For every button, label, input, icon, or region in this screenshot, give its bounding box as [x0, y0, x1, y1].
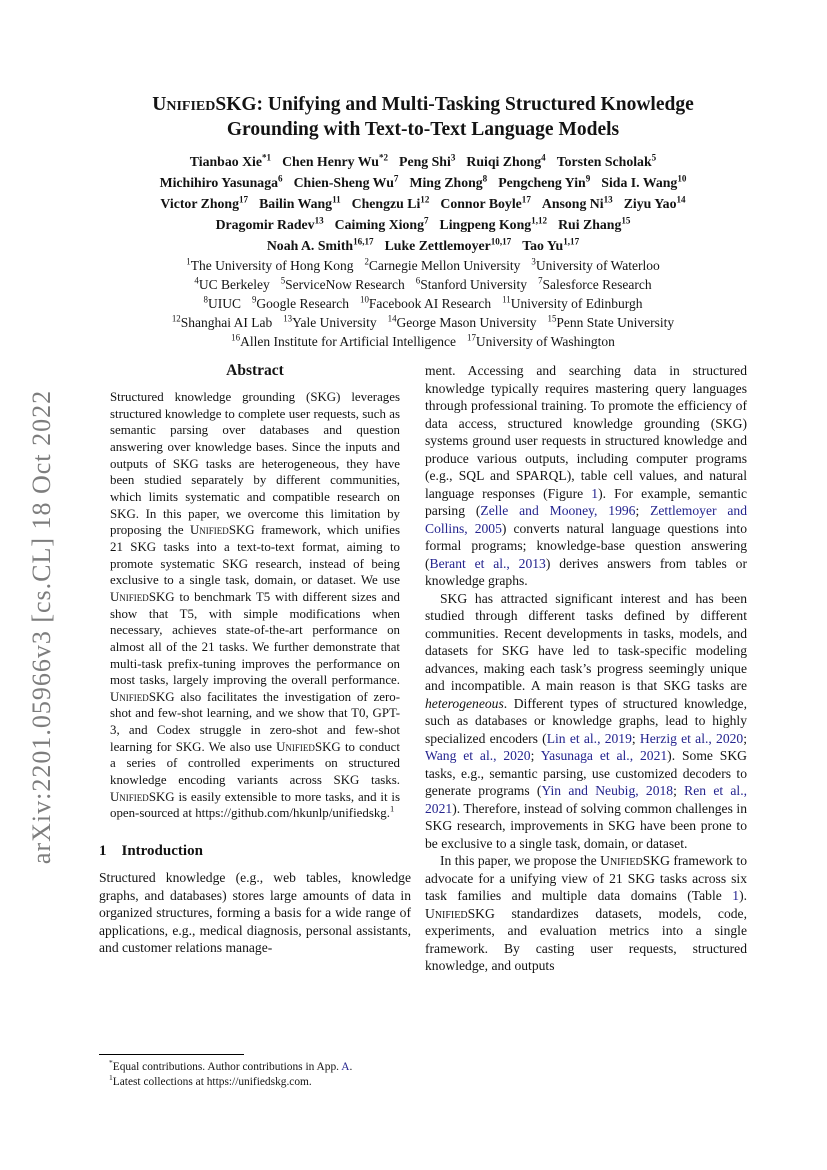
paper-title — [99, 92, 747, 142]
text-segment: SKG: Unifying and Multi-Tasking Structured Knowledge — [215, 94, 694, 115]
superscript: 7 — [393, 173, 399, 184]
paper-title-line1 — [99, 92, 747, 117]
text-segment: ). For example, semantic parsing ( — [425, 485, 748, 518]
superscript: 4 — [541, 152, 546, 163]
text-segment: Connor Boyle — [440, 196, 522, 211]
footnote-block — [99, 1054, 411, 1090]
text-segment: Allen Institute for Artificial Intelligence — [240, 334, 457, 349]
text-segment: ServiceNow Research — [285, 277, 405, 292]
text-segment: ; — [631, 730, 640, 746]
text-segment: Unified — [276, 739, 315, 754]
text-segment: . — [386, 806, 390, 821]
superscript: 1,17 — [563, 236, 580, 247]
superscript: 1,12 — [531, 215, 548, 226]
superscript: 6 — [415, 275, 421, 286]
url-link[interactable]: https://unifiedskg.com — [206, 1075, 309, 1088]
text-segment: Equal contributions. Author contributions in App. — [112, 1060, 342, 1073]
affiliation-line — [99, 256, 747, 275]
superscript: 9 — [585, 173, 591, 184]
text-segment: Unified — [152, 94, 216, 115]
citation-link[interactable]: Yin and Neubig, 2018 — [541, 783, 674, 798]
affiliation-line — [99, 294, 747, 313]
citation-link[interactable]: Ren et al., 2021 — [425, 783, 747, 816]
right-column — [425, 362, 747, 1090]
text-segment: Michihiro Yasunaga — [159, 175, 279, 190]
superscript: 1 — [109, 1073, 113, 1082]
text-segment: Pengcheng Yin — [498, 175, 586, 190]
affiliation-list — [99, 256, 747, 351]
text-segment: Ziyu Yao — [623, 196, 677, 211]
affiliation-line — [99, 332, 747, 351]
text-segment: Tianbao Xie — [189, 154, 262, 169]
superscript: 17 — [467, 332, 476, 343]
text-segment: Unified — [110, 689, 149, 704]
text-segment: Structured knowledge (e.g., web tables, knowledge graphs, and databases) stores large amounts of data in organized structures, forming a basis for a wide range of applications, e.g., medical diagnosis, personal assistants, and customer relations manage- — [99, 870, 411, 956]
text-segment: ). Some SKG tasks, e.g., semantic parsing, use customized decoders to generate programs ( — [425, 748, 747, 798]
superscript: 5 — [280, 275, 286, 286]
text-segment: Salesforce Research — [542, 277, 652, 292]
superscript: 17 — [521, 194, 531, 205]
text-segment: Ming Zhong — [409, 175, 483, 190]
text-segment: UIUC — [207, 296, 241, 311]
superscript: 7 — [538, 275, 543, 286]
text-segment: Caiming Xiong — [334, 217, 424, 232]
text-segment: Yale University — [292, 315, 377, 330]
author-line — [99, 214, 747, 235]
citation-link[interactable]: 1 — [732, 888, 740, 903]
abstract-heading: Abstract — [226, 362, 284, 379]
text-segment: University of Waterloo — [535, 258, 660, 273]
citation-link[interactable]: A — [341, 1060, 350, 1073]
text-segment: Unified — [425, 905, 468, 921]
text-segment: In this paper, we propose the — [440, 853, 601, 868]
superscript: 11 — [332, 194, 341, 205]
text-segment: Bailin Wang — [259, 196, 333, 211]
text-segment: Ruiqi Zhong — [466, 154, 542, 169]
superscript: 9 — [251, 294, 257, 305]
text-segment: SKG is easily extensible to more tasks, and it is open-sourced at — [110, 789, 400, 821]
text-segment: Lingpeng Kong — [439, 217, 532, 232]
author-line — [99, 172, 747, 193]
text-segment: ) converts natural language questions into formal programs; knowledge-base question answering ( — [425, 520, 747, 571]
superscript: 16 — [231, 332, 241, 343]
text-segment: Unified — [190, 523, 229, 538]
text-segment: SKG has attracted significant interest and has been studied through different tasks defined by different communities. Recent developments in tasks, models, and datasets for SKG have led to task-specific modeling advances, making each task’s progress seemingly unique and incompatible. A main reason is that SKG tasks are — [425, 590, 747, 693]
text-segment: SKG to benchmark T5 with different sizes and show that T5, with simple modifications when necessary, achieves state-of-the-art performance on almost all of the 21 tasks. We further demonstrate that multi-task prefix-tuning improves the performance on most tasks, largely improving the overall performance. — [110, 589, 400, 688]
text-segment: . Different types of structured knowledge, such as databases or knowledge graphs, lead to highly specialized encoders ( — [425, 695, 747, 746]
text-segment: heterogeneous — [425, 695, 504, 711]
superscript: 8 — [482, 173, 488, 184]
text-segment: Luke Zettlemoyer — [384, 238, 491, 253]
text-segment: ; — [530, 748, 541, 763]
text-segment: Noah A. Smith — [266, 238, 354, 253]
superscript: 10,17 — [490, 236, 512, 247]
superscript: 13 — [283, 313, 293, 324]
superscript: 11 — [502, 294, 511, 305]
arxiv-stamp: arXiv:2201.05966v3 [cs.CL] 18 Oct 2022 — [27, 389, 56, 865]
text-segment: . — [349, 1060, 353, 1073]
superscript: 12 — [420, 194, 430, 205]
intro-paragraph-3 — [425, 852, 747, 975]
citation-link[interactable]: Berant et al., 2013 — [429, 555, 546, 571]
text-segment: Ansong Ni — [541, 196, 604, 211]
superscript: 17 — [239, 194, 249, 205]
text-segment: SKG also facilitates the investigation of zero-shot and few-shot learning, and we show that T0, GPT-3, and Codex struggle in zero-shot and few-shot learning for SKG. We also use — [110, 689, 400, 754]
superscript: 2 — [364, 256, 369, 267]
footnote-latest-collections — [99, 1075, 411, 1090]
superscript: 10 — [360, 294, 369, 305]
superscript: 15 — [547, 313, 557, 324]
text-segment: ) derives answers from tables or knowledge graphs. — [425, 555, 747, 588]
text-segment: Unified — [110, 589, 149, 604]
text-segment: ment. Accessing and searching data in structured knowledge typically requires mastering query languages through professional training. To promote the efficiency of data access, structured knowledge grounding (SKG) systems ground user requests in structured knowledge and produce various outputs, including computer programs (e.g., SQL and SPARQL), table cell values, and natural language responses (Figure — [425, 363, 747, 501]
text-segment: ). — [739, 888, 747, 903]
superscript: 13 — [314, 215, 324, 226]
text-segment: UC Berkeley — [198, 277, 270, 292]
superscript: 10 — [677, 173, 687, 184]
text-segment: Rui Zhang — [558, 217, 622, 232]
affiliation-line — [99, 313, 747, 332]
text-segment: . — [308, 1075, 312, 1088]
intro-paragraph-left — [99, 869, 411, 957]
intro-paragraph-continued — [425, 362, 747, 590]
superscript: 14 — [676, 194, 686, 205]
citation-link[interactable]: Yasunaga et al., 2021 — [540, 748, 668, 763]
author-line — [99, 151, 747, 172]
citation-link[interactable]: 1 — [591, 485, 599, 501]
text-segment: Grounding with Text-to-Text Language Models — [226, 119, 620, 140]
text-segment: Peng Shi — [399, 154, 451, 169]
text-segment: Unified — [110, 789, 149, 804]
superscript: 14 — [387, 313, 397, 324]
citation-link[interactable]: Zelle and Mooney, 1996 — [480, 503, 636, 518]
text-segment: University of Edinburgh — [510, 296, 643, 311]
text-segment: Structured knowledge grounding (SKG) leverages structured knowledge to complete user requests, such as semantic parsing over databases and question answering over knowledge bases. Since the inputs and outputs of SKG tasks are heterogeneous, they have been studied separately by different communities, which limits systematic and compatible research on SKG. In this paper, we overcome this limitation by proposing the — [110, 390, 400, 538]
text-segment: Carnegie Mellon University — [368, 258, 521, 273]
text-segment: Chengzu Li — [351, 196, 421, 211]
paper-title-line2 — [99, 117, 747, 142]
author-line — [99, 235, 747, 256]
text-segment: Torsten Scholak — [556, 154, 652, 169]
superscript: 12 — [171, 313, 181, 324]
two-column-body — [99, 362, 747, 1090]
footnote-rule — [99, 1054, 244, 1055]
text-segment: Victor Zhong — [160, 196, 239, 211]
intro-paragraph-2 — [425, 590, 747, 853]
section-heading-introduction — [99, 843, 411, 860]
superscript: 15 — [621, 215, 631, 226]
text-segment: SKG framework to advocate for a unifying view of 21 SKG tasks across six task families and multiple data domains (Table — [425, 853, 747, 903]
footnote-equal-contributions — [99, 1057, 411, 1075]
superscript: 1 — [186, 256, 191, 267]
text-segment: The University of Hong Kong — [190, 258, 354, 273]
section-title: Introduction — [121, 843, 203, 860]
superscript: *1 — [262, 152, 272, 163]
text-segment: SKG to conduct a series of controlled experiments on structured knowledge encoding variants across SKG tasks. — [110, 739, 400, 788]
superscript: 16,17 — [353, 236, 374, 247]
text-segment: University of Washington — [475, 334, 615, 349]
text-segment: Latest collections at — [112, 1075, 207, 1088]
superscript: 7 — [423, 215, 429, 226]
citation-link[interactable]: Zettlemoyer and Collins, 2005 — [425, 503, 747, 536]
superscript: 13 — [603, 194, 613, 205]
left-column — [99, 362, 411, 1090]
superscript: 3 — [531, 256, 536, 267]
text-segment: Facebook AI Research — [368, 296, 492, 311]
citation-link[interactable]: Lin et al., 2019 — [546, 730, 632, 746]
text-segment: Unified — [600, 853, 643, 868]
text-segment: Google Research — [256, 296, 350, 311]
text-segment: ; — [673, 783, 685, 798]
superscript: 6 — [278, 173, 283, 184]
text-segment: Dragomir Radev — [215, 217, 315, 232]
citation-link[interactable]: Herzig et al., 2020 — [639, 730, 744, 746]
text-segment: Sida I. Wang — [601, 175, 678, 190]
text-segment: SKG standardizes datasets, models, code, experiments, and evaluation metrics into a single framework. By casting user requests, structured knowledge, and outputs — [425, 905, 747, 973]
text-segment: Shanghai AI Lab — [180, 315, 273, 330]
superscript: * — [109, 1057, 113, 1067]
text-segment: Chien-Sheng Wu — [293, 175, 394, 190]
text-segment: George Mason University — [396, 315, 537, 330]
superscript: 8 — [203, 294, 208, 305]
superscript: *2 — [378, 152, 389, 163]
author-list — [99, 151, 747, 256]
text-segment: Tao Yu — [522, 238, 564, 253]
superscript: 5 — [651, 152, 657, 163]
author-line — [99, 193, 747, 214]
superscript: 4 — [194, 275, 199, 286]
superscript: 1 — [390, 804, 395, 815]
citation-link[interactable]: Wang et al., 2020 — [425, 748, 531, 763]
text-segment: Penn State University — [556, 315, 675, 330]
abstract-body — [99, 389, 411, 822]
text-segment: ; — [743, 730, 747, 746]
url-link[interactable]: https://github.com/hkunlp/unifiedskg — [195, 806, 387, 821]
text-segment: Chen Henry Wu — [282, 154, 379, 169]
text-segment: SKG framework, which unifies 21 SKG tasks into a text-to-text format, aiming to promote systematic SKG research, instead of being exclusive to a single task, domain, or dataset. We use — [110, 523, 400, 588]
text-segment: ; — [635, 503, 651, 518]
text-segment: ). Therefore, instead of solving common challenges in SKG research, improvements in SKG have been prone to be exclusive to a single task, domain, or dataset. — [425, 800, 747, 851]
paper-content — [99, 92, 747, 1090]
affiliation-line — [99, 275, 747, 294]
section-number: 1 — [99, 843, 107, 860]
text-segment: Stanford University — [420, 277, 528, 292]
superscript: 3 — [450, 152, 456, 163]
